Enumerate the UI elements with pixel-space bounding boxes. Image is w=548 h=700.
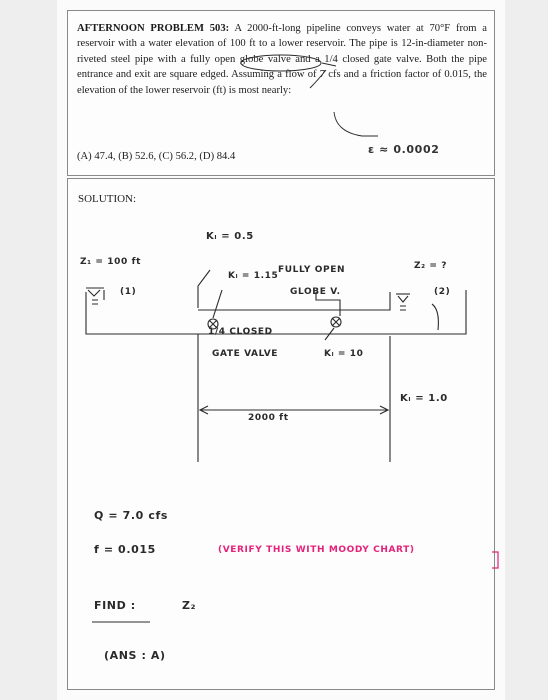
gate-label-line1: 1/4 CLOSED xyxy=(208,327,273,337)
problem-body: A 2000-ft-long pipeline conveys water at 70°F from a reservoir with a water elevation of 100 ft to a lower reservoir. The pipe is 12-in-diameter non-riveted steel pipe with a fully open globe valve and a 1/4 closed gate valve. Both the pipe entrance and exit are square edged. Assuming a flow of 7 cfs and a friction factor of 0.015, the elevation of the lower reservoir (ft) is most nearly: xyxy=(77,23,487,96)
kl-globe-label: Kₗ = 1.15 xyxy=(228,271,279,281)
answer-choices: (A) 47.4, (B) 52.6, (C) 56.2, (D) 84.4 xyxy=(77,151,236,162)
right-water-mark xyxy=(398,296,408,302)
answer-label: (ANS : A) xyxy=(104,649,166,662)
point2-label: (2) xyxy=(434,287,451,297)
solution-title: SOLUTION: xyxy=(78,193,137,205)
right-water-lines xyxy=(400,306,406,310)
pipe-length-label: 2000 ft xyxy=(248,413,289,423)
globe-label-line1: FULLY OPEN xyxy=(278,265,346,275)
kl-gate-label: Kₗ = 10 xyxy=(324,349,364,359)
exit-arrow xyxy=(432,304,438,330)
roughness-annotation: ε ≈ 0.0002 xyxy=(368,143,440,156)
entrance-arrow xyxy=(198,270,210,308)
pipe-top xyxy=(198,292,390,310)
find-value: Z₂ xyxy=(182,599,196,612)
kl-exit-label: Kₗ = 1.0 xyxy=(400,393,448,404)
find-label: FIND : xyxy=(94,599,136,612)
left-reservoir-outline xyxy=(86,292,198,334)
globe-label-line2: GLOBE V. xyxy=(290,287,341,297)
kl-entrance-label: Kₗ = 0.5 xyxy=(206,231,254,242)
point1-label: (1) xyxy=(120,287,137,297)
friction-value: f = 0.015 xyxy=(94,543,156,556)
gate-label-line2: GATE VALVE xyxy=(212,349,279,359)
left-water-lines xyxy=(92,300,98,304)
globe-arrow xyxy=(316,292,340,316)
z2-label: Z₂ = ? xyxy=(414,261,448,271)
verify-bracket xyxy=(492,552,498,568)
problem-heading: AFTERNOON PROBLEM 503: xyxy=(77,23,230,34)
right-reservoir-outline xyxy=(390,290,466,334)
left-water-mark xyxy=(88,290,100,296)
flow-value: Q = 7.0 cfs xyxy=(94,509,168,522)
z1-label: Z₁ = 100 ft xyxy=(80,257,142,267)
verify-note: (VERIFY THIS WITH MOODY CHART) xyxy=(218,545,415,555)
globe-kl-arrow xyxy=(213,290,222,318)
